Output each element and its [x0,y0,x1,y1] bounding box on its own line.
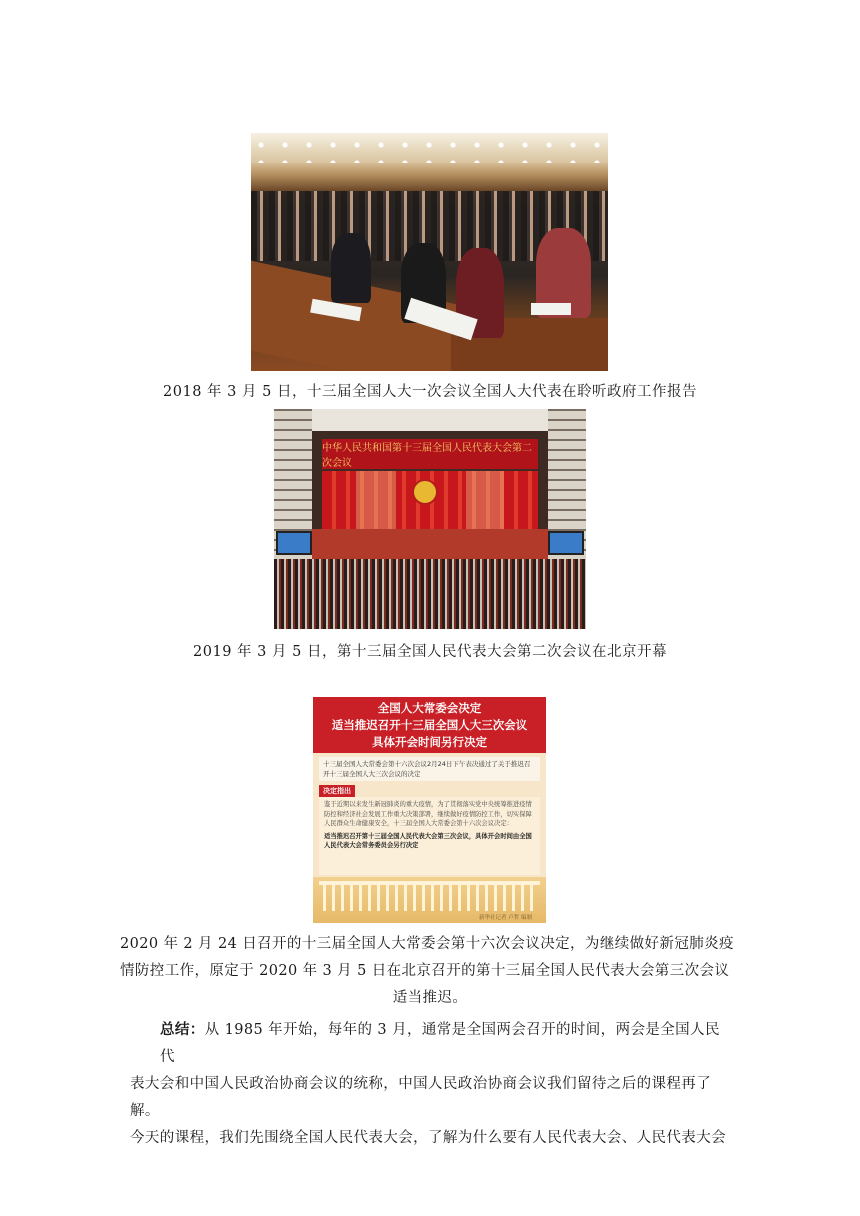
poster-title-line: 具体开会时间另行决定 [372,735,487,749]
poster-title-line: 适当推迟召开十三届全国人大三次会议 [331,718,528,732]
poster-tag: 决定指出 [319,785,355,797]
video-screen-right [548,531,584,555]
summary-line: 表大会和中国人民政治协商会议的统称，中国人民政治协商会议我们留待之后的课程再了解。 [130,1076,712,1119]
npc-postponement-poster [313,697,546,923]
poster-summary: 十三届全国人大常委会第十六次会议2月24日下午表决通过了关于推迟召开十三届全国人大三次会议的决定 [319,757,540,781]
summary-paragraph [130,1016,730,1152]
ceiling-lights [251,133,608,163]
caption-line: 2020 年 2 月 24 日召开的十三届全国人大常委会第十六次会议决定，为继续做好新冠肺炎疫 [120,936,734,952]
caption-line: 情防控工作，原定于 2020 年 3 月 5 日在北京召开的第十三届全国人民代表大会第三次会议 [120,963,730,979]
summary-first-line [130,1016,730,1071]
hall-ceiling [274,409,586,431]
caption-line: 适当推迟。 [392,990,468,1006]
poster-title-line: 全国人大常委会决定 [377,701,482,715]
figure-caption-2018: 2018 年 3 月 5 日，十三届全国人大一次会议全国人大代表在聆听政府工作报告 [163,384,697,400]
hall-seating [274,559,586,629]
npc-session-photo-2018 [251,133,608,371]
poster-body-box [319,797,540,875]
poster-body-text: 鉴于近期以来发生新冠肺炎的重大疫情，为了贯彻落实党中央统筹推进疫情防控和经济社会发展工作重大决策部署，继续做好疫情防控工作，切实保障人民群众生命健康安全，十三届全国人大常委会第十六次会议决定： [324,801,532,827]
summary-line: 今天的课程，我们先围绕全国人民代表大会，了解为什么要有人民代表大会、人民代表大会 [130,1130,726,1146]
poster-header [313,697,546,753]
summary-label: 总结： [160,1021,205,1038]
national-emblem-icon [412,479,438,505]
poster-credit: 新华社记者 卢哲 编制 [479,915,532,921]
poster-decision-text: 适当推迟召开第十三届全国人民代表大会第三次会议，具体开会时间由全国人民代表大会常务委员会另行决定 [324,832,532,849]
document-paper [531,303,571,315]
presidium-platform [312,529,548,559]
session-banner: 中华人民共和国第十三届全国人民代表大会第二次会议 [322,439,538,469]
figure-caption-2020 [120,931,740,1012]
summary-text: 从 1985 年开始，每年的 3 月，通常是全国两会召开的时间，两会是全国人民代 [160,1022,720,1065]
great-hall-photo-2019 [274,409,586,629]
video-screen-left [276,531,312,555]
hall-columns [323,885,536,911]
delegate-figure [331,233,371,303]
figure-caption-2019: 2019 年 3 月 5 日，第十三届全国人民代表大会第二次会议在北京开幕 [193,644,667,660]
